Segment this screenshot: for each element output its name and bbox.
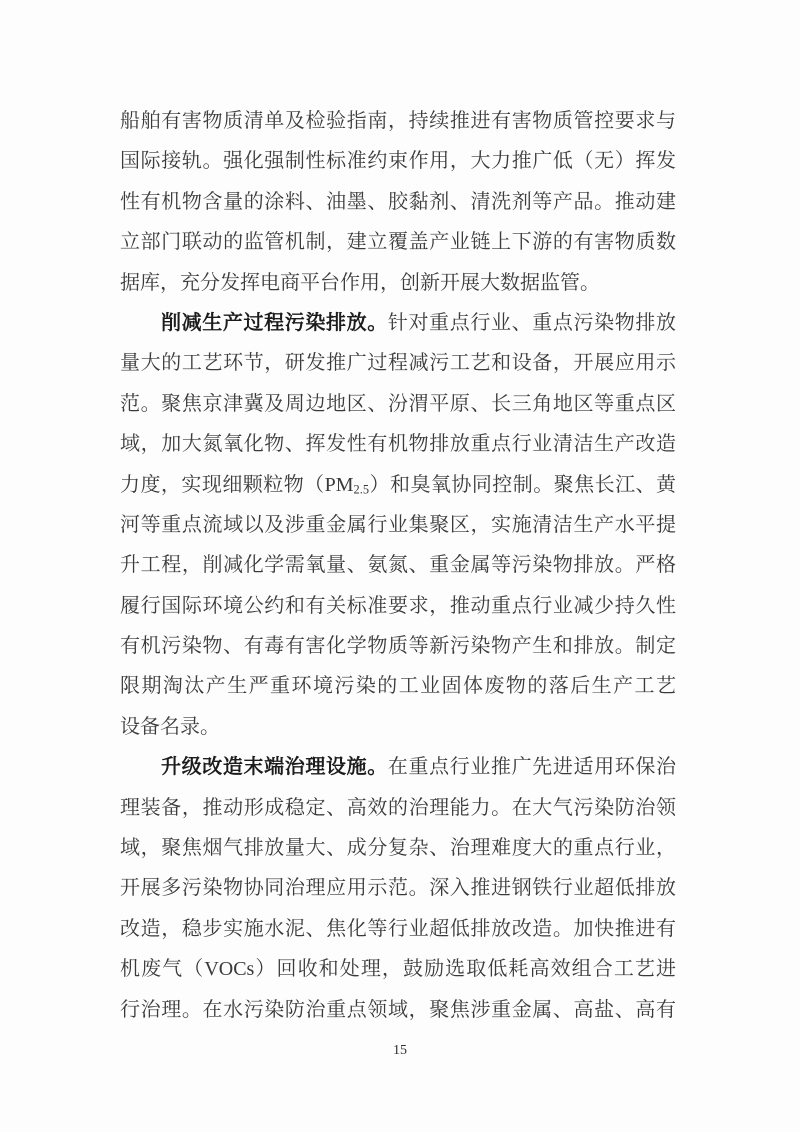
text-run: 机废气（VOCs）回收和处理，鼓励选取低耗高效组合工艺进 — [120, 958, 676, 981]
bold-lead-run: 升级改造末端治理设施。 — [161, 756, 388, 779]
text-line — [120, 990, 676, 1030]
text-run: 域，聚焦烟气排放量大、成分复杂、治理难度大的重点行业， — [120, 837, 676, 860]
text-run: 力度，实现细颗粒物（PM — [120, 473, 354, 496]
text-run: 域，加大氮氧化物、挥发性有机物排放重点行业清洁生产改造 — [120, 433, 676, 456]
text-line — [120, 788, 676, 828]
text-run: 理装备，推动形成稳定、高效的治理能力。在大气污染防治领 — [120, 796, 676, 819]
text-run: 在重点行业推广先进适用环保治 — [387, 756, 676, 779]
text-line — [120, 141, 676, 181]
text-run: 有机污染物、有毒有害化学物质等新污染物产生和排放。制定 — [120, 635, 676, 658]
text-run: 限期淘汰产生严重环境污染的工业固体废物的落后生产工艺 — [120, 675, 676, 698]
text-line — [120, 626, 676, 666]
text-line — [120, 707, 676, 747]
text-run: 设备名录。 — [120, 715, 220, 738]
text-line — [120, 868, 676, 908]
text-line — [120, 465, 676, 505]
text-run: 性有机物含量的涂料、油墨、胶黏剂、清洗剂等产品。推动建 — [120, 190, 676, 213]
text-run: 河等重点流域以及涉重金属行业集聚区，实施清洁生产水平提 — [120, 513, 676, 536]
text-line — [120, 384, 676, 424]
text-line — [120, 747, 676, 787]
text-run: 据库，充分发挥电商平台作用，创新开展大数据监管。 — [120, 271, 600, 294]
text-line — [120, 424, 676, 464]
bold-lead-run: 削减生产过程污染排放。 — [161, 311, 388, 334]
page-number: 15 — [393, 1043, 407, 1058]
text-line — [120, 545, 676, 585]
text-run: 改造，稳步实施水泥、焦化等行业超低排放改造。加快推进有 — [120, 917, 676, 940]
text-run: 升工程，削减化学需氧量、氨氮、重金属等污染物排放。严格 — [120, 554, 676, 577]
text-run: 行治理。在水污染防治重点领域，聚焦涉重金属、高盐、高有 — [120, 998, 676, 1021]
text-line — [120, 303, 676, 343]
text-line — [120, 666, 676, 706]
text-run: 国际接轨。强化强制性标准约束作用，大力推广低（无）挥发 — [120, 150, 676, 173]
text-run: 开展多污染物协同治理应用示范。深入推进钢铁行业超低排放 — [120, 877, 676, 900]
text-line — [120, 828, 676, 868]
subscript-run: 2.5 — [353, 482, 370, 497]
text-line — [120, 505, 676, 545]
text-run: 立部门联动的监管机制，建立覆盖产业链上下游的有害物质数 — [120, 231, 676, 254]
text-line — [120, 586, 676, 626]
text-run: 量大的工艺环节，研发推广过程减污工艺和设备，开展应用示 — [120, 352, 676, 375]
text-line — [120, 343, 676, 383]
text-run: ）和臭氧协同控制。聚焦长江、黄 — [369, 473, 676, 496]
text-line — [120, 263, 676, 303]
text-line — [120, 101, 676, 141]
text-line — [120, 222, 676, 262]
text-run: 范。聚焦京津冀及周边地区、汾渭平原、长三角地区等重点区 — [120, 392, 676, 415]
text-run: 针对重点行业、重点污染物排放 — [387, 311, 676, 334]
text-line — [120, 909, 676, 949]
text-line — [120, 949, 676, 989]
text-run: 履行国际环境公约和有关标准要求，推动重点行业减少持久性 — [120, 594, 676, 617]
text-run: 船舶有害物质清单及检验指南，持续推进有害物质管控要求与 — [120, 110, 676, 132]
text-line — [120, 182, 676, 222]
text-block — [120, 101, 676, 1030]
